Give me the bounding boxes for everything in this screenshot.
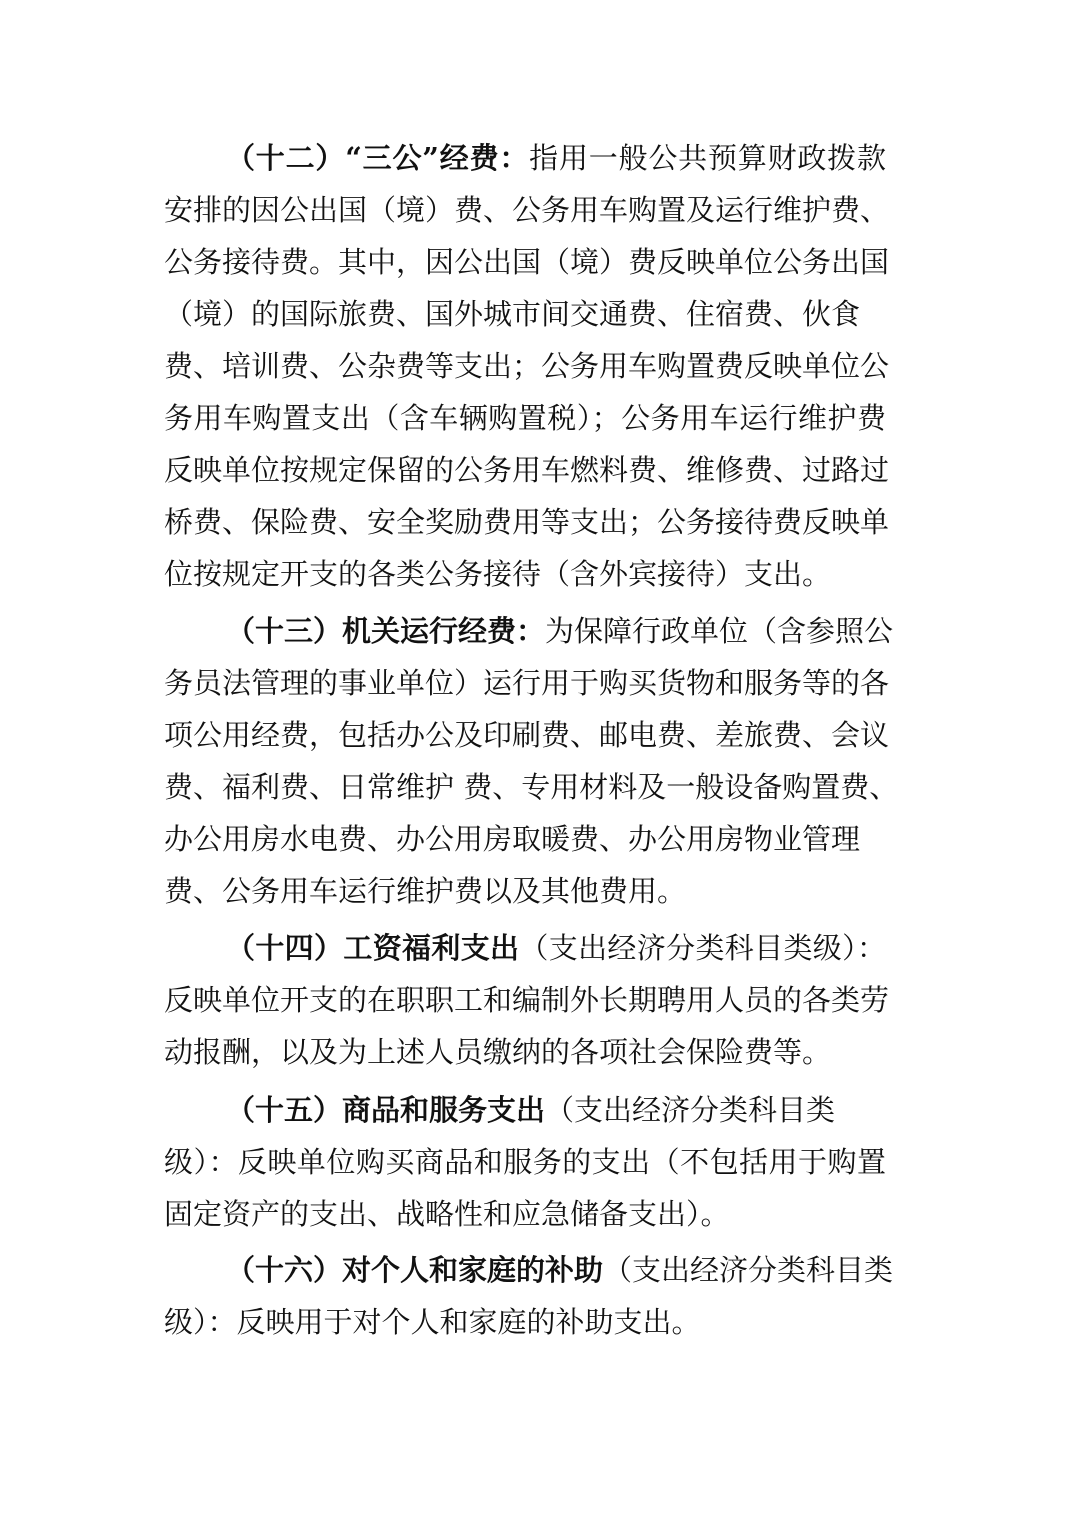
section-heading: （十三）机关运行经费： — [226, 614, 546, 648]
paragraph-line: 安排的因公出国（境）费、公务用车购置及运行维护费、 — [164, 193, 890, 227]
paragraph-line: （十五）商品和服务支出（支出经济分类科目类 — [226, 1093, 836, 1127]
paragraph-line: 费、培训费、公杂费等支出；公务用车购置费反映单位公 — [164, 349, 890, 383]
paragraph-line: 公务接待费。其中，因公出国（境）费反映单位公务出国 — [164, 245, 890, 279]
paragraph-line: （境）的国际旅费、国外城市间交通费、住宿费、伙食 — [164, 297, 861, 331]
paragraph-line: 级）：反映单位购买商品和服务的支出（不包括用于购置 — [164, 1145, 886, 1179]
paragraph-line: 费、福利费、日常维护 费、专用材料及一般设备购置费、 — [164, 770, 899, 804]
paragraph-line: 位按规定开支的各类公务接待（含外宾接待）支出。 — [164, 557, 832, 591]
paragraph-line: （十二）“三公”经费：指用一般公共预算财政拨款 — [226, 141, 886, 175]
paragraph-line: （十六）对个人和家庭的补助（支出经济分类科目类 — [226, 1253, 894, 1287]
paragraph-line: 反映单位开支的在职职工和编制外长期聘用人员的各类劳 — [164, 983, 890, 1017]
paragraph-line: 反映单位按规定保留的公务用车燃料费、维修费、过路过 — [164, 453, 890, 487]
paragraph-line: 费、公务用车运行维护费以及其他费用。 — [164, 874, 687, 908]
section-heading: （十四）工资福利支出 — [226, 931, 520, 965]
section-heading: （十六）对个人和家庭的补助 — [226, 1253, 604, 1287]
section-heading: （十二）“三公”经费： — [226, 141, 530, 175]
paragraph-line: 务用车购置支出（含车辆购置税）；公务用车运行维护费 — [164, 401, 886, 435]
paragraph-line: 项公用经费，包括办公及印刷费、邮电费、差旅费、会议 — [164, 718, 890, 752]
paragraph-line: 固定资产的支出、战略性和应急储备支出）。 — [164, 1197, 730, 1231]
section-heading: （十五）商品和服务支出 — [226, 1093, 546, 1127]
paragraph-line: 动报酬，以及为上述人员缴纳的各项社会保险费等。 — [164, 1035, 832, 1069]
paragraph-line: （十三）机关运行经费：为保障行政单位（含参照公 — [226, 614, 894, 648]
paragraph-line: 桥费、保险费、安全奖励费用等支出；公务接待费反映单 — [164, 505, 890, 539]
paragraph-line: 务员法管理的事业单位）运行用于购买货物和服务等的各 — [164, 666, 890, 700]
paragraph-line: 级）：反映用于对个人和家庭的补助支出。 — [164, 1305, 701, 1339]
paragraph-line: 办公用房水电费、办公用房取暖费、办公用房物业管理 — [164, 822, 861, 856]
paragraph-line: （十四）工资福利支出（支出经济分类科目类级）： — [226, 931, 886, 965]
